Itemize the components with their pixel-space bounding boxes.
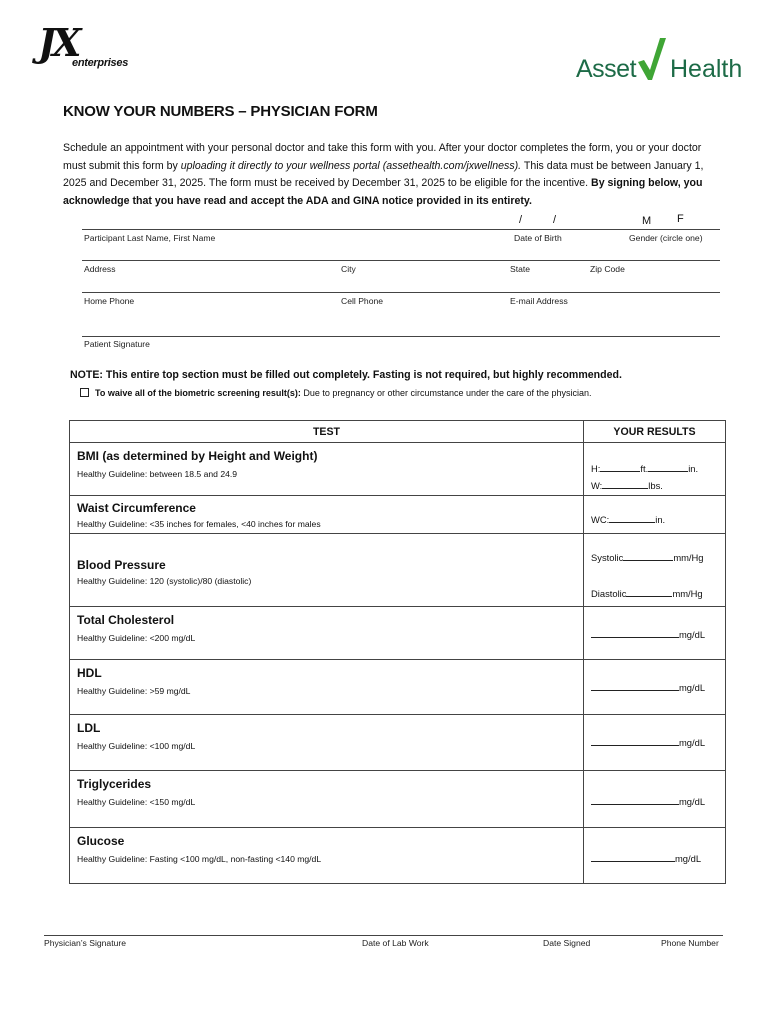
waive-label-bold: To waive all of the biometric screening result(s): [95, 388, 301, 398]
test-name-bmi: BMI (as determined by Height and Weight) [77, 449, 318, 463]
result-ldl[interactable]: mg/dL [591, 736, 725, 748]
participant-name-label: Participant Last Name, First Name [84, 233, 216, 243]
table-row-glucose [70, 828, 726, 884]
table-row-bmi [70, 443, 726, 496]
result-diastolic[interactable]: Diastolic mm/Hg [591, 588, 703, 599]
test-name-glucose: Glucose [77, 834, 125, 848]
jx-logo-subtext: enterprises [72, 57, 129, 69]
dob-slash-1: / [519, 214, 523, 226]
phone-number-label: Phone Number [661, 938, 719, 948]
gender-option-f[interactable]: F [677, 213, 684, 225]
zip-code-label: Zip Code [590, 264, 625, 274]
table-row-total-cholesterol [70, 607, 726, 660]
table-row-hdl [70, 660, 726, 715]
waive-option [80, 388, 592, 398]
result-height[interactable]: H: ft. in. [591, 463, 699, 474]
result-waist[interactable]: WC: in. [591, 514, 666, 525]
gender-label: Gender (circle one) [629, 233, 703, 243]
table-row-ldl [70, 715, 726, 771]
intro-text-2: This data must be between January 1, 2025 and December 31, 2025. The form must be received by December 31, 2025 to be eligible for the incentive. [63, 159, 704, 190]
result-triglycerides[interactable]: mg/dL [591, 795, 725, 807]
jx-logo-mark: JX [38, 20, 78, 65]
guideline-total-cholesterol: Healthy Guideline: <200 mg/dL [77, 633, 196, 643]
test-name-triglycerides: Triglycerides [77, 777, 152, 791]
result-total-cholesterol[interactable]: mg/dL [591, 628, 725, 640]
guideline-bmi: Healthy Guideline: between 18.5 and 24.9 [77, 469, 238, 479]
guideline-ldl: Healthy Guideline: <100 mg/dL [77, 741, 196, 751]
guideline-waist: Healthy Guideline: <35 inches for females, <40 inches for males [77, 519, 321, 529]
result-glucose[interactable]: mg/dL [591, 852, 725, 864]
page-title: KNOW YOUR NUMBERS – PHYSICIAN FORM [63, 103, 378, 120]
result-hdl[interactable]: mg/dL [591, 681, 725, 693]
state-label: State [510, 264, 531, 274]
guideline-hdl: Healthy Guideline: >59 mg/dL [77, 686, 191, 696]
table-row-triglycerides [70, 771, 726, 828]
intro-upload-instruction: uploading it directly to your wellness portal (assethealth.com/jxwellness). [180, 159, 522, 172]
test-name-waist: Waist Circumference [77, 501, 196, 515]
date-of-birth-label: Date of Birth [514, 233, 562, 243]
jx-enterprises-logo [38, 20, 133, 72]
table-row-waist [70, 496, 726, 534]
result-weight[interactable]: W: lbs. [591, 480, 663, 491]
gender-option-m[interactable]: M [642, 215, 652, 227]
test-name-ldl: LDL [77, 721, 101, 735]
test-name-total-cholesterol: Total Cholesterol [77, 613, 175, 627]
test-name-hdl: HDL [77, 666, 102, 680]
date-of-lab-work-label: Date of Lab Work [362, 938, 429, 948]
guideline-triglycerides: Healthy Guideline: <150 mg/dL [77, 797, 196, 807]
physician-signature-label: Physician’s Signature [44, 938, 127, 948]
guideline-glucose: Healthy Guideline: Fasting <100 mg/dL, non-fasting <140 mg/dL [77, 854, 322, 864]
address-label: Address [84, 264, 116, 274]
patient-signature-field-line[interactable] [82, 336, 720, 337]
intro-acknowledgement: By signing below, you acknowledge that you have read and accept the ADA and GINA notice provided in its entirety. [63, 177, 703, 207]
table-row-blood-pressure [70, 534, 726, 607]
name-dob-gender-field-line[interactable] [82, 229, 720, 230]
intro-paragraph [63, 140, 723, 210]
phone-email-field-line[interactable] [82, 292, 720, 293]
column-header-your-results: YOUR RESULTS [584, 421, 726, 443]
note-text: NOTE: This entire top section must be filled out completely. Fasting is not required, but highly recommended. [70, 369, 622, 381]
home-phone-label: Home Phone [84, 296, 135, 306]
dob-slash-2: / [553, 214, 557, 226]
result-systolic[interactable]: Systolic mm/Hg [591, 552, 704, 563]
checkmark-leaf-icon [636, 36, 670, 82]
intro-text-1: Schedule an appointment with your personal doctor and take this form with you. After your doctor completes the form, you or your doctor must submit this form by [63, 142, 702, 172]
asset-health-logo-word-health: Health [670, 55, 743, 83]
city-label: City [341, 264, 356, 274]
asset-health-logo-word-asset: Asset [576, 55, 637, 83]
guideline-blood-pressure: Healthy Guideline: 120 (systolic)/80 (diastolic) [77, 576, 252, 586]
address-field-line[interactable] [82, 260, 720, 261]
asset-health-logo [574, 36, 754, 84]
cell-phone-label: Cell Phone [341, 296, 384, 306]
waive-checkbox[interactable] [80, 388, 89, 397]
physician-signature-field-line[interactable] [44, 935, 723, 936]
waive-label-text: Due to pregnancy or other circumstance under the care of the physician. [300, 388, 592, 398]
patient-signature-label: Patient Signature [84, 339, 150, 349]
biometric-results-table [69, 420, 726, 884]
email-address-label: E-mail Address [510, 296, 568, 306]
date-signed-label: Date Signed [543, 938, 591, 948]
column-header-test: TEST [70, 421, 584, 443]
test-name-blood-pressure: Blood Pressure [77, 558, 166, 572]
